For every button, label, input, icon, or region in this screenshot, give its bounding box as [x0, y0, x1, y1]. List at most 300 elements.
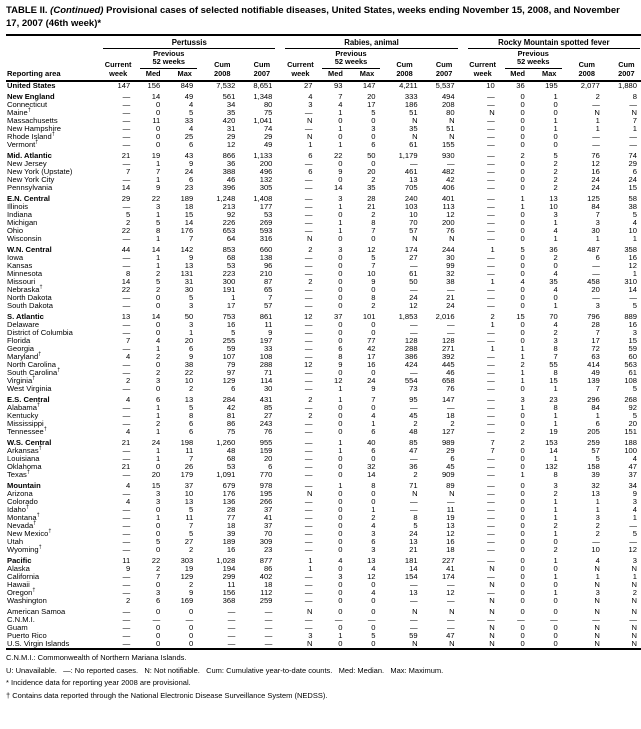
row-area-label: American Samoa — [7, 606, 66, 616]
data-cell: 0 — [553, 292, 558, 302]
data-cell: 0 — [520, 131, 525, 141]
data-cell: — — [409, 158, 418, 168]
data-cell: 5 — [189, 402, 194, 412]
data-cell: 299 — [222, 571, 236, 581]
data-cell: 200 — [259, 158, 273, 168]
data-cell: 1 — [632, 268, 637, 278]
data-cell: 147 — [362, 80, 376, 90]
data-cell: 30 — [591, 225, 600, 235]
data-cell: 1 — [371, 418, 376, 428]
data-cell: 6 — [450, 453, 455, 463]
data-cell: 424 — [404, 359, 418, 369]
data-cell: 7 — [371, 225, 376, 235]
data-cell: 32 — [367, 461, 376, 471]
table-row — [6, 227, 641, 235]
data-cell: 6 — [595, 418, 600, 428]
table-header — [6, 35, 641, 81]
data-cell: 39 — [226, 528, 236, 538]
data-cell: 7 — [490, 437, 495, 447]
data-cell: — — [304, 595, 313, 605]
data-cell: — — [592, 614, 600, 624]
data-cell: 33 — [184, 115, 194, 125]
data-cell: 1 — [595, 410, 600, 420]
data-cell: 4 — [338, 555, 343, 565]
data-cell: 0 — [371, 402, 376, 412]
data-cell: 0 — [155, 99, 161, 109]
data-cell: — — [409, 319, 418, 329]
table-row — [6, 605, 641, 616]
data-cell: — — [304, 158, 313, 168]
data-cell: 0 — [338, 233, 343, 243]
data-cell: — — [304, 327, 313, 337]
data-cell: — — [487, 182, 495, 192]
row-area-label: U.S. Virgin Islands — [7, 638, 70, 648]
data-cell: 125 — [587, 193, 600, 203]
table-row — [6, 81, 641, 90]
data-cell: — — [264, 606, 273, 616]
row-area-label: Maryland† — [7, 351, 42, 361]
data-cell: 368 — [222, 595, 236, 605]
data-cell: — — [304, 375, 313, 385]
data-cell: 2 — [308, 244, 313, 254]
data-cell: 22 — [151, 555, 161, 565]
data-cell: 8 — [553, 402, 558, 412]
data-cell: 195 — [545, 80, 558, 90]
data-cell: — — [304, 174, 313, 184]
data-cell: 154 — [404, 571, 418, 581]
data-cell: 5 — [553, 150, 558, 160]
data-cell: 46 — [446, 367, 455, 377]
data-cell: 0 — [371, 233, 376, 243]
data-cell: 5 — [189, 504, 194, 514]
table-row — [6, 404, 641, 412]
data-cell: 22 — [121, 225, 131, 235]
data-cell: — — [334, 614, 343, 624]
data-cell: — — [487, 123, 495, 133]
data-cell: 679 — [222, 480, 236, 490]
data-cell: 284 — [222, 394, 236, 404]
data-cell: 388 — [222, 166, 236, 176]
data-cell: 1 — [553, 123, 558, 133]
data-cell: 0 — [371, 488, 376, 498]
data-cell: N — [489, 563, 495, 573]
data-cell: N — [489, 630, 495, 640]
row-area-label: North Carolina — [7, 359, 56, 369]
data-cell: 37 — [263, 504, 273, 514]
data-cell: 195 — [259, 488, 273, 498]
data-cell: 2 — [553, 544, 558, 554]
data-cell: 8,651 — [253, 80, 273, 90]
data-cell: 35 — [226, 107, 236, 117]
data-cell: — — [304, 225, 313, 235]
data-cell: 2 — [553, 488, 558, 498]
data-cell: 930 — [441, 150, 455, 160]
row-area-label: E.S. Central — [7, 394, 50, 404]
row-area-label: Vermont† — [7, 139, 39, 149]
data-cell: 60 — [628, 351, 637, 361]
data-cell: 0 — [371, 496, 376, 506]
data-cell: 8 — [553, 469, 558, 479]
data-cell: 37 — [628, 469, 637, 479]
data-cell: — — [487, 544, 495, 554]
data-cell: 0 — [371, 453, 376, 463]
data-cell: N — [631, 606, 637, 616]
table-row — [6, 141, 641, 149]
data-cell: 15 — [184, 209, 194, 219]
row-area-label: New Mexico† — [7, 528, 52, 538]
data-cell: — — [304, 268, 313, 278]
data-cell: — — [122, 418, 131, 428]
data-cell: 0 — [520, 260, 525, 270]
data-cell: 0 — [338, 402, 343, 412]
data-cell: 7 — [595, 327, 600, 337]
data-cell: — — [122, 319, 131, 329]
data-cell: — — [122, 630, 131, 640]
data-cell: 20 — [367, 166, 376, 176]
data-cell: 3 — [371, 528, 376, 538]
data-cell: 87 — [263, 276, 273, 286]
data-cell: — — [447, 595, 455, 605]
data-cell: 0 — [338, 209, 343, 219]
data-cell: 6 — [189, 418, 194, 428]
data-cell: 22 — [121, 284, 131, 294]
table-row — [6, 149, 641, 160]
data-cell: 24 — [409, 528, 418, 538]
data-cell: 5 — [520, 244, 525, 254]
data-cell: 36 — [516, 80, 525, 90]
data-cell: 8 — [632, 91, 637, 101]
data-cell: — — [487, 496, 495, 506]
data-cell: 240 — [404, 193, 418, 203]
data-cell: 3 — [553, 480, 558, 490]
data-cell: — — [487, 367, 495, 377]
data-cell: 158 — [587, 461, 600, 471]
data-cell: 176 — [222, 488, 236, 498]
data-cell: 13 — [549, 193, 558, 203]
data-cell: 92 — [628, 402, 637, 412]
data-cell: 53 — [263, 209, 273, 219]
row-area-label: Pennsylvania — [7, 182, 53, 192]
data-cell: 15 — [549, 375, 558, 385]
data-cell: 80 — [446, 107, 455, 117]
data-cell: 0 — [338, 252, 343, 262]
data-cell: 12 — [334, 375, 343, 385]
table-row — [6, 514, 641, 522]
data-cell: 2 — [371, 209, 376, 219]
data-cell: — — [592, 131, 600, 141]
data-cell: 8 — [553, 343, 558, 353]
data-cell: 0 — [520, 638, 525, 648]
data-cell: 2 — [371, 174, 376, 184]
data-cell: 17 — [226, 300, 236, 310]
data-cell: 0 — [189, 622, 194, 632]
data-cell: — — [592, 292, 600, 302]
data-cell: 40 — [367, 437, 376, 447]
data-cell: 1 — [520, 375, 525, 385]
table-title — [6, 5, 635, 30]
data-cell: N — [489, 638, 495, 648]
data-cell: 3 — [155, 488, 161, 498]
data-cell: 0 — [520, 217, 525, 227]
data-cell: 57 — [409, 225, 418, 235]
data-cell: 0 — [553, 595, 558, 605]
data-cell: 1 — [338, 480, 343, 490]
data-cell: — — [487, 351, 495, 361]
table-row — [6, 109, 641, 117]
data-cell: 4 — [125, 426, 131, 436]
data-cell: N — [594, 107, 600, 117]
data-cell: 71 — [263, 367, 273, 377]
data-cell: 0 — [338, 512, 343, 522]
data-cell: — — [487, 150, 495, 160]
data-cell: 0 — [520, 480, 525, 490]
data-cell: 0 — [520, 174, 525, 184]
data-cell: 0 — [520, 496, 525, 506]
data-cell: 7 — [189, 233, 194, 243]
data-cell: 1 — [155, 260, 161, 270]
data-cell: — — [122, 410, 131, 420]
table-row — [6, 270, 641, 278]
data-cell: — — [487, 528, 495, 538]
col-cum-2007: Cum 2007 — [253, 60, 271, 78]
data-cell: 51 — [409, 107, 418, 117]
data-cell: N — [412, 488, 418, 498]
data-cell: 9 — [189, 351, 194, 361]
data-cell: 46 — [226, 174, 236, 184]
data-cell: 35 — [409, 123, 418, 133]
table-row — [6, 133, 641, 141]
data-cell: — — [487, 233, 495, 243]
col-med: Med — [145, 68, 161, 78]
data-cell: — — [122, 544, 131, 554]
data-cell: 0 — [520, 182, 525, 192]
data-cell: 14 — [151, 244, 161, 254]
row-area-label: New Hampshire — [7, 123, 62, 133]
data-cell: 0 — [520, 461, 525, 471]
data-cell: 770 — [259, 469, 273, 479]
data-cell: 2 — [413, 418, 418, 428]
data-cell: 8 — [371, 292, 376, 302]
data-cell: 0 — [338, 520, 343, 530]
data-cell: 5 — [189, 292, 194, 302]
data-cell: 1 — [553, 233, 558, 243]
data-cell: — — [409, 579, 418, 589]
data-cell: 27 — [303, 80, 313, 90]
data-cell: 59 — [628, 343, 637, 353]
data-cell: 4,211 — [399, 80, 418, 90]
data-cell: 255 — [222, 335, 236, 345]
row-area-label: New York City — [7, 174, 55, 184]
data-cell: — — [122, 107, 131, 117]
table-row — [6, 203, 641, 211]
data-cell: 132 — [259, 174, 273, 184]
data-cell: 174 — [404, 244, 418, 254]
data-cell: 1 — [338, 394, 343, 404]
data-cell: 4 — [520, 276, 525, 286]
data-cell: 3 — [189, 319, 194, 329]
data-cell: 1 — [595, 115, 600, 125]
data-cell: 112 — [260, 587, 273, 597]
data-cell: — — [122, 469, 131, 479]
data-cell: 61 — [628, 367, 637, 377]
table-row — [6, 538, 641, 546]
data-cell: 1 — [553, 571, 558, 581]
data-cell: 392 — [441, 351, 455, 361]
data-cell: 5,537 — [435, 80, 455, 90]
col-reporting-area: Reporting area — [7, 68, 61, 78]
data-cell: 0 — [338, 536, 343, 546]
data-cell: 28 — [226, 504, 236, 514]
data-cell: 0 — [155, 292, 161, 302]
data-cell: 76 — [263, 426, 273, 436]
data-cell: 17 — [367, 99, 376, 109]
data-cell: — — [409, 284, 418, 294]
data-cell: 10 — [549, 201, 558, 211]
data-cell: — — [487, 520, 495, 530]
data-cell: 0 — [520, 418, 525, 428]
data-cell: 15 — [628, 182, 637, 192]
data-cell: 41 — [446, 563, 455, 573]
data-cell: 402 — [259, 571, 273, 581]
data-cell: 57 — [263, 300, 273, 310]
data-cell: 191 — [222, 284, 236, 294]
data-cell: — — [629, 292, 637, 302]
data-cell: 108 — [624, 375, 637, 385]
data-cell: 0 — [338, 292, 343, 302]
data-cell: 39 — [591, 469, 600, 479]
data-cell: 101 — [362, 311, 376, 321]
data-cell: 1 — [155, 402, 161, 412]
row-area-label: Oregon† — [7, 587, 36, 597]
data-cell: 53 — [226, 461, 236, 471]
data-cell: 0 — [338, 260, 343, 270]
data-cell: 12 — [226, 139, 236, 149]
data-cell: 89 — [446, 480, 455, 490]
data-cell: 16 — [226, 544, 236, 554]
data-cell: — — [122, 252, 131, 262]
data-cell: 194 — [222, 563, 236, 573]
data-cell: 4 — [125, 351, 131, 361]
data-cell: 1 — [553, 91, 558, 101]
data-cell: 1 — [553, 504, 558, 514]
data-cell: 11 — [227, 579, 236, 589]
data-cell: 6 — [231, 383, 236, 393]
data-cell: 1 — [553, 496, 558, 506]
data-cell: 4 — [553, 284, 558, 294]
data-cell: 12 — [446, 587, 455, 597]
data-cell: 25 — [184, 131, 194, 141]
data-cell: 24 — [409, 292, 418, 302]
table-row — [6, 420, 641, 428]
row-area-label: Iowa — [7, 252, 24, 262]
data-cell: 4 — [595, 555, 600, 565]
data-cell: — — [122, 174, 131, 184]
data-cell: N — [449, 488, 455, 498]
dagger-mark: † — [38, 544, 42, 551]
table-row — [6, 506, 641, 514]
data-cell: — — [304, 343, 313, 353]
data-cell: 482 — [441, 166, 455, 176]
data-cell: 0 — [338, 606, 343, 616]
data-cell: 2 — [520, 150, 525, 160]
data-cell: 151 — [624, 426, 637, 436]
data-cell: 20 — [184, 335, 194, 345]
data-cell: 0 — [371, 579, 376, 589]
data-cell: 223 — [222, 268, 236, 278]
data-cell: 1 — [155, 174, 161, 184]
data-cell: 80 — [263, 99, 273, 109]
data-cell: 15 — [516, 311, 525, 321]
dagger-mark: † — [48, 528, 52, 535]
data-cell: 1,348 — [253, 91, 273, 101]
data-cell: 86 — [263, 563, 273, 573]
data-cell: 1 — [632, 233, 637, 243]
data-cell: 243 — [259, 418, 273, 428]
data-cell: 0 — [520, 445, 525, 455]
data-cell: — — [487, 193, 495, 203]
data-cell: — — [487, 488, 495, 498]
data-cell: — — [447, 496, 455, 506]
dagger-mark: † — [26, 469, 30, 476]
col-max: Max — [359, 68, 375, 78]
data-cell: 4 — [553, 319, 558, 329]
data-cell: 48 — [226, 445, 236, 455]
data-cell: 8 — [155, 225, 161, 235]
data-cell: 333 — [404, 91, 418, 101]
data-cell: 11 — [185, 445, 194, 455]
data-cell: 1 — [553, 383, 558, 393]
table-row — [6, 168, 641, 176]
data-cell: 0 — [520, 209, 525, 219]
data-cell: 45 — [446, 461, 455, 471]
data-cell: 2 — [125, 217, 131, 227]
data-cell: 68 — [226, 453, 236, 463]
data-cell: 1 — [553, 418, 558, 428]
data-cell: 4 — [125, 496, 131, 506]
data-cell: N — [412, 233, 418, 243]
data-cell: 33 — [263, 343, 273, 353]
data-cell: 10 — [628, 225, 637, 235]
data-cell: 10 — [591, 544, 600, 554]
data-cell: — — [409, 595, 418, 605]
data-cell: 43 — [184, 150, 194, 160]
data-cell: 29 — [263, 131, 273, 141]
col-max: Max — [542, 68, 557, 78]
data-cell: — — [122, 606, 131, 616]
data-cell: 41 — [263, 512, 273, 522]
data-cell: 159 — [259, 445, 273, 455]
data-cell: 100 — [624, 445, 637, 455]
data-cell: 15 — [628, 335, 637, 345]
data-cell: 7 — [338, 91, 343, 101]
data-cell: 28 — [591, 319, 600, 329]
data-cell: 12 — [303, 359, 313, 369]
data-cell: 29 — [628, 158, 637, 168]
data-cell: 1,880 — [617, 80, 637, 90]
data-cell: 0 — [371, 284, 376, 294]
data-cell: 3 — [308, 630, 313, 640]
data-cell: 5 — [125, 209, 131, 219]
data-cell: — — [122, 233, 131, 243]
notifiable-diseases-table — [6, 34, 641, 650]
data-cell: 1 — [155, 209, 161, 219]
data-cell: 7 — [125, 335, 131, 345]
data-cell: 18 — [446, 410, 455, 420]
data-cell: 26 — [184, 461, 194, 471]
table-title-prefix: TABLE II. — [6, 5, 48, 16]
data-cell: 563 — [624, 359, 637, 369]
data-cell: 36 — [409, 461, 418, 471]
